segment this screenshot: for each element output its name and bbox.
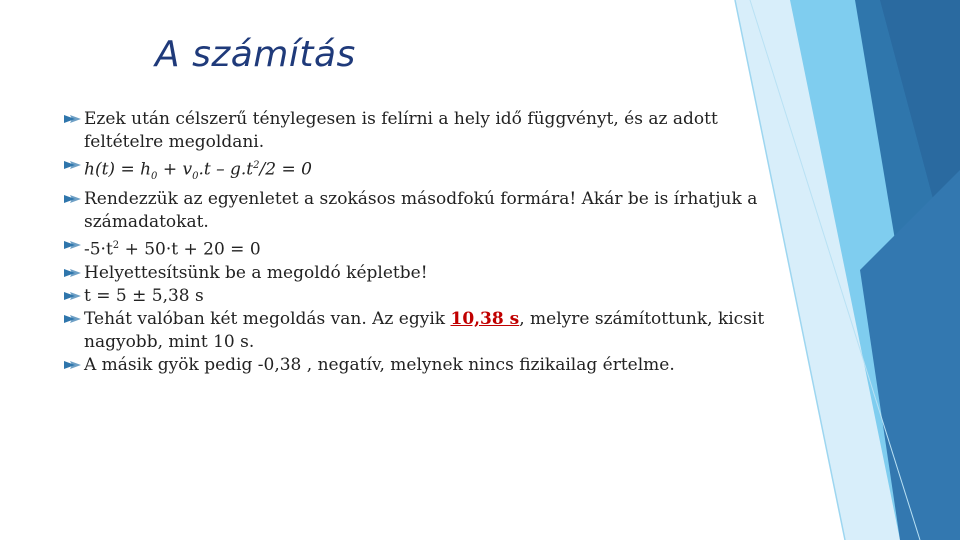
item-text: Rendezzük az egyenletet a szokásos másodfokú formára! Akár be is írhatjuk a számadatokat. bbox=[84, 189, 758, 233]
item-text: t = 5 ± 5,38 s bbox=[84, 285, 204, 306]
arrow-bullet-icon bbox=[64, 290, 81, 302]
slide-title: A számítás bbox=[155, 34, 356, 75]
item-text: , melyre számítottunk, kicsit nagyobb, mint 10 s. bbox=[84, 308, 765, 352]
list-item bbox=[64, 262, 784, 285]
arrow-bullet-icon bbox=[64, 267, 81, 279]
equation-superscript: 2 bbox=[112, 240, 120, 252]
item-text: Helyettesítsünk be a megoldó képletbe! bbox=[84, 262, 428, 283]
list-item bbox=[64, 308, 784, 354]
highlighted-result: 10,38 s bbox=[450, 308, 520, 329]
arrow-bullet-icon bbox=[64, 359, 81, 371]
list-item bbox=[64, 354, 784, 377]
equation-part: h(t) = h bbox=[84, 159, 152, 180]
arrow-bullet-icon bbox=[64, 239, 81, 251]
equation-subscript: 0 bbox=[192, 171, 199, 183]
item-text: A másik gyök pedig -0,38 , negatív, melynek nincs fizikailag értelme. bbox=[84, 354, 675, 375]
equation-part: /2 = 0 bbox=[259, 159, 312, 180]
equation-superscript: 2 bbox=[253, 160, 260, 171]
arrow-bullet-icon bbox=[64, 159, 81, 171]
equation-part: .t – g.t bbox=[198, 159, 254, 180]
equation-part: -5·t bbox=[84, 239, 113, 260]
list-item bbox=[64, 234, 784, 262]
list-item bbox=[64, 154, 784, 188]
list-item bbox=[64, 108, 784, 154]
bullet-list bbox=[64, 108, 784, 377]
equation-part: + v bbox=[157, 159, 193, 180]
equation-subscript: 0 bbox=[151, 171, 158, 183]
item-text: Tehát valóban két megoldás van. Az egyik bbox=[84, 308, 451, 329]
equation-part: + 50·t + 20 = 0 bbox=[119, 239, 261, 260]
arrow-bullet-icon bbox=[64, 313, 81, 325]
list-item bbox=[64, 285, 784, 308]
arrow-bullet-icon bbox=[64, 113, 81, 125]
arrow-bullet-icon bbox=[64, 193, 81, 205]
item-text: Ezek után célszerű ténylegesen is felírni a hely idő függvényt, és az adott feltételre megoldani. bbox=[84, 109, 718, 152]
list-item bbox=[64, 188, 784, 234]
